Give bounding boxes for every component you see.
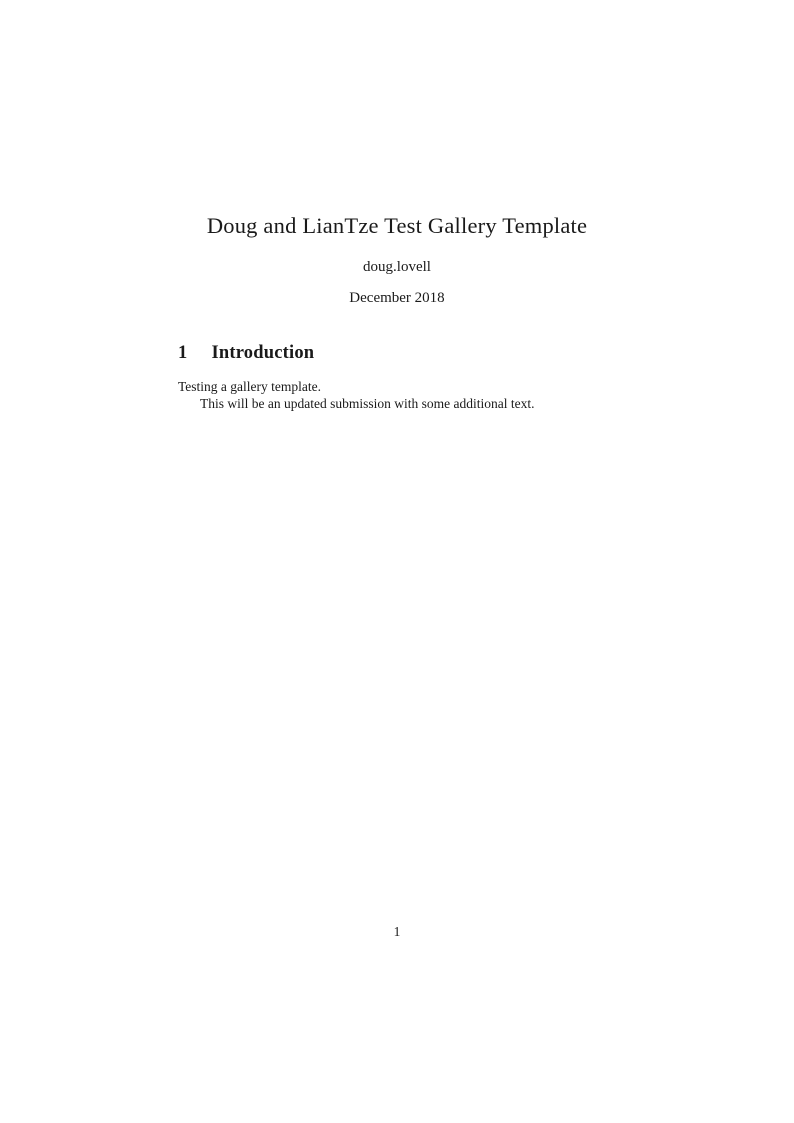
paper-date: December 2018 bbox=[349, 290, 445, 306]
paper-title: Doug and LianTze Test Gallery Template bbox=[206, 213, 588, 238]
body-paragraphs bbox=[178, 379, 618, 412]
section-number: 1 bbox=[178, 343, 188, 363]
section-title: Introduction bbox=[211, 343, 315, 363]
paragraph-second: This will be an updated submission with some additional text. bbox=[200, 395, 535, 411]
paragraph-first: Testing a gallery template. bbox=[178, 379, 322, 394]
section-heading bbox=[178, 343, 618, 364]
paper-author: doug.lovell bbox=[363, 259, 431, 275]
page-number: 1 bbox=[393, 924, 401, 939]
